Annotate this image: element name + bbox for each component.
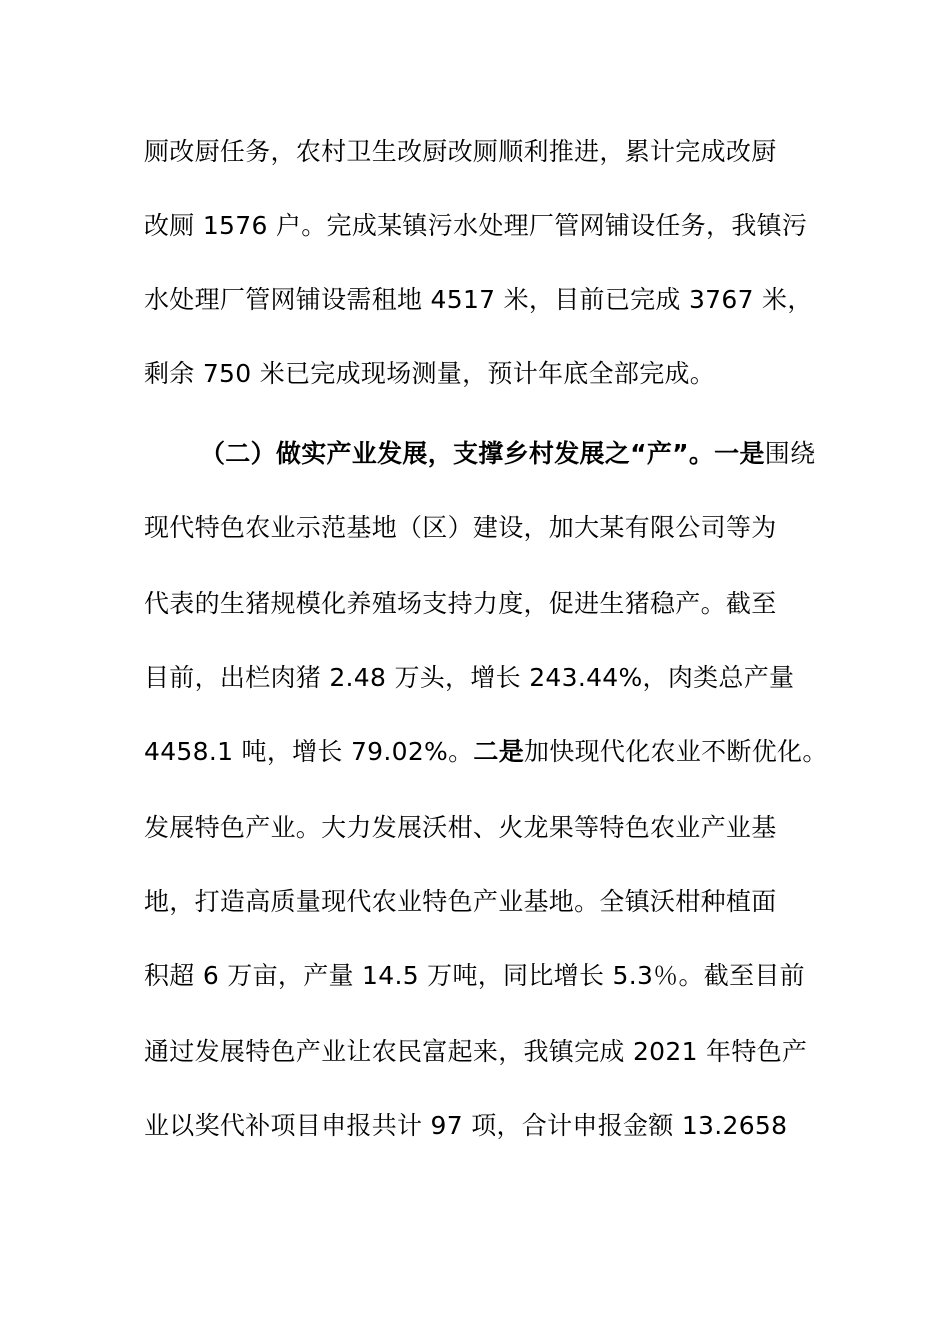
text-line-3: 水处理厂管网铺设需租地 4517 米，目前已完成 3767 米，	[144, 285, 813, 314]
text-line-4: 剩余 750 米已完成现场测量，预计年底全部完成。	[144, 359, 716, 388]
text-line-8: 目前，出栏肉猪 2.48 万头，增长 243.44%，肉类总产量	[144, 663, 795, 692]
text-line-12: 积超 6 万亩，产量 14.5 万吨，同比增长 5.3％。截至目前	[144, 961, 805, 990]
section-heading: （二）做实产业发展，支撑乡村发展之“产”。	[200, 439, 715, 468]
point-two-lead: 二是	[473, 737, 525, 766]
meat-output-text: 4458.1 吨，增长 79.02%。	[144, 737, 474, 766]
section-heading-line	[200, 434, 820, 474]
text-line-13: 通过发展特色产业让农民富起来，我镇完成 2021 年特色产	[144, 1037, 808, 1066]
text-line-10: 发展特色产业。大力发展沃柑、火龙果等特色农业产业基	[144, 813, 777, 842]
text-line-1: 厕改厨任务，农村卫生改厨改厕顺利推进，累计完成改厨	[144, 137, 777, 166]
text-line-6: 现代特色农业示范基地（区）建设，加大某有限公司等为	[144, 513, 777, 542]
text-line-14: 业以奖代补项目申报共计 97 项，合计申报金额 13.2658	[144, 1111, 788, 1140]
text-line-9	[144, 732, 828, 772]
heading-continuation: 围绕	[764, 439, 816, 468]
point-two-text: 加快现代化农业不断优化。	[524, 737, 828, 766]
point-one-lead: 一是	[714, 439, 765, 468]
text-line-11: 地，打造高质量现代农业特色产业基地。全镇沃柑种植面	[144, 887, 777, 916]
text-line-2: 改厕 1576 户。完成某镇污水处理厂管网铺设任务，我镇污	[144, 211, 808, 240]
text-line-7: 代表的生猪规模化养殖场支持力度，促进生猪稳产。截至	[144, 589, 777, 618]
